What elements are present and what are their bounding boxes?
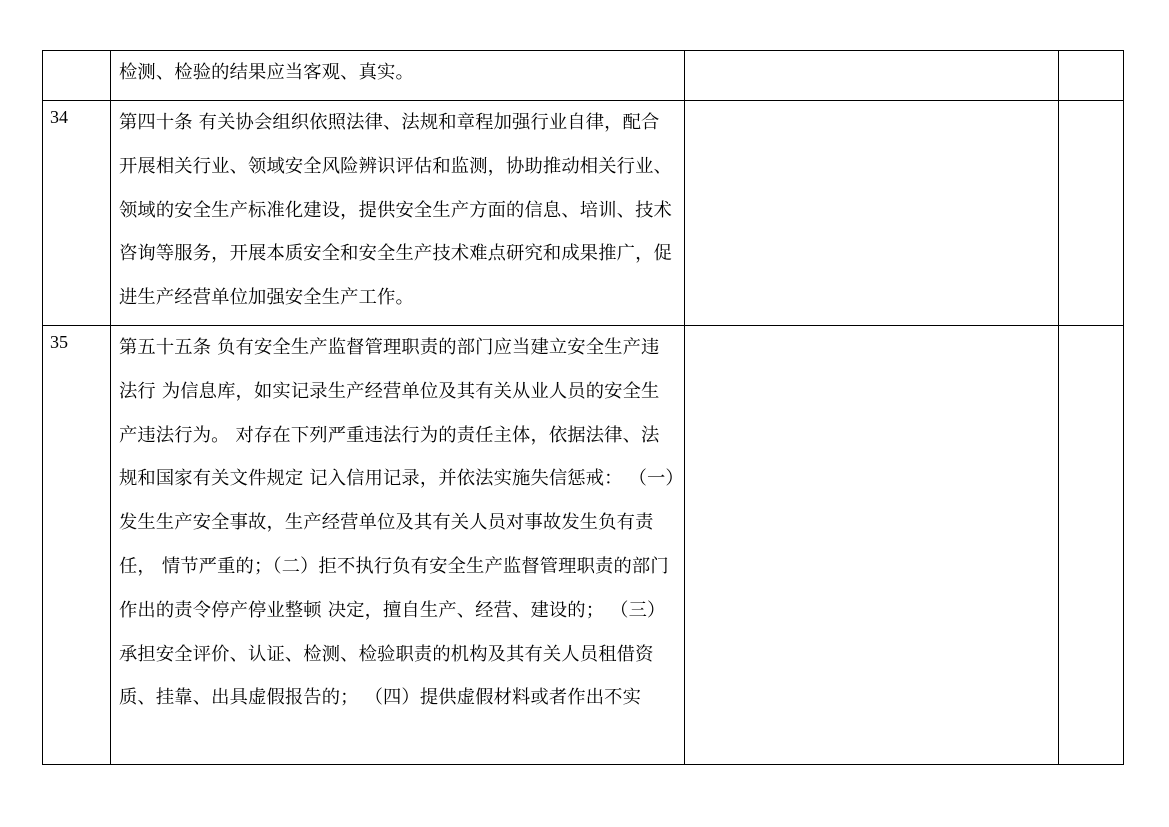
table-row — [43, 51, 1124, 101]
opinion-cell — [685, 101, 1059, 326]
table-row — [43, 326, 1124, 765]
row-number: 35 — [43, 326, 111, 765]
note-cell — [1059, 326, 1124, 765]
note-cell — [1059, 51, 1124, 101]
clause-content-cell — [111, 326, 685, 765]
clause-text: 第四十条 有关协会组织依照法律、法规和章程加强行业自律，配合开展相关行业、领域安全风险辨识评估和监测，协助推动相关行业、领域的安全生产标准化建设，提供安全生产方面的信息、培训、技术咨询等服务，开展本质安全和安全生产技术难点研究和成果推广，促进生产经营单位加强安全生产工作。 — [119, 112, 672, 309]
clause-text: 检测、检验的结果应当客观、真实。 — [119, 62, 414, 83]
row-number: 34 — [43, 101, 111, 326]
clause-content-cell — [111, 101, 685, 326]
row-number — [43, 51, 111, 101]
clause-content-cell — [111, 51, 685, 101]
opinion-cell — [685, 51, 1059, 101]
note-cell — [1059, 101, 1124, 326]
table-row — [43, 101, 1124, 326]
clause-text: 第五十五条 负有安全生产监督管理职责的部门应当建立安全生产违法行 为信息库，如实记录生产经营单位及其有关从业人员的安全生产违法行为。 对存在下列严重违法行为的责任主体，依据法律、法规和国家有关文件规定 记入信用记录，并依法实施失信惩戒： （一）发生生产安全事故，生产经营单位及其有关人员对事故发生负有责任， 情节严重的；（二）拒不执行负有安全生产监督管理职责的部门作出的责令停产停业整顿 决定，擅自生产、经营、建设的； （三）承担安全评价、认证、检测、检验职责的机构及其有关人员租借资质、挂靠、出具虚假报告的； （四）提供虚假材料或者作出不实 — [119, 337, 675, 709]
opinion-cell — [685, 326, 1059, 765]
document-table — [42, 50, 1124, 765]
